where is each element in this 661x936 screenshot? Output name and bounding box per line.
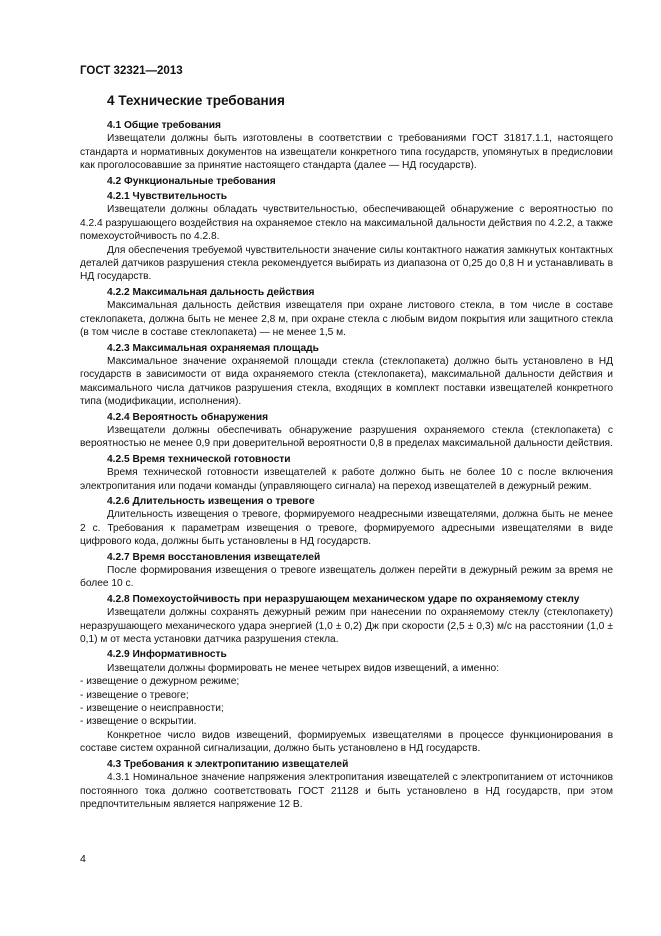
subsection-heading: 4.2 Функциональные требования	[107, 175, 276, 187]
paragraph: Максимальная дальность действия извещателя при охране листового стекла, в том числе в составе стеклопакета, должна быть не менее 2,8 м, при охране стекла с любым видом покрытия или защитного стекла (в том числе в составе стеклопакета) — не менее 1,5 м.	[80, 300, 613, 339]
subsection-heading: 4.2.5 Время технической готовности	[107, 453, 291, 465]
list-item: - извещение о дежурном режиме;	[80, 675, 613, 688]
paragraph: Извещатели должны обладать чувствительностью, обеспечивающей обнаружение с вероятностью по 4.2.4 разрушающего воздействия на охраняемое стекло на максимальной дальности действия по 4.2.2, а также помехоустойчивость по 4.2.8.	[80, 204, 613, 243]
paragraph: Время технической готовности извещателей к работе должно быть не более 10 с после включения электропитания или подачи команды (управляющего сигнала) на переход извещателей в дежурный режим.	[80, 467, 613, 492]
paragraph: После формирования извещения о тревоге извещатель должен перейти в дежурный режим за время не более 10 с.	[80, 565, 613, 590]
subsection-heading: 4.2.8 Помехоустойчивость при неразрушающем механическом ударе по охраняемому стеклу	[107, 593, 580, 605]
subsection-heading: 4.2.3 Максимальная охраняемая площадь	[107, 342, 319, 354]
subsection-heading: 4.2.1 Чувствительность	[107, 191, 228, 203]
paragraph: Извещатели должны сохранять дежурный режим при нанесении по охраняемому стеклу (стеклопакету) неразрушающего механического удара энергией (1,0 ± 0,2) Дж при скорости (2,5 ± 0,3) м/с на расстоянии (1,0 ± 0,1) м от места установки датчика разрушения стекла.	[80, 607, 613, 646]
paragraph: Извещатели должны обеспечивать обнаружение разрушения охраняемого стекла (стеклопакета) с вероятностью не менее 0,9 при доверительной вероятности 0,8 в пределах максимальной дальности действия.	[80, 424, 613, 450]
page-number: 4	[80, 853, 86, 865]
paragraph: Для обеспечения требуемой чувствительности значение силы контактного нажатия замкнутых контактных деталей датчиков разрушения стекла рекомендуется выбирать из диапазона от 0,25 до 0,8 Н и устанавливать в НД государств.	[80, 244, 613, 283]
paragraph: Извещатели должны формировать не менее четырех видов извещений, а именно:	[107, 662, 500, 674]
paragraph: Максимальное значение охраняемой площади стекла (стеклопакета) должно быть установлено в НД государств в зависимости от вида охраняемого стекла (стеклопакета), максимальной дальности действия и максимального числа датчиков разрушения стекла, входящих в комплект поставки извещателей конкретного типа (модификации, исполнения).	[80, 355, 613, 408]
paragraph: Длительность извещения о тревоге, формируемого неадресными извещателями, должна быть не менее 2 с. Требования к параметрам извещения о тревоге, формируемого адресными извещателями в виде цифрового кода, должны быть установлены в НД государств.	[80, 509, 613, 548]
subsection-heading: 4.2.4 Вероятность обнаружения	[107, 411, 269, 423]
subsection-heading: 4.1 Общие требования	[107, 120, 221, 131]
list-item: - извещение о вскрытии.	[80, 715, 613, 728]
list-item: - извещение о неисправности;	[80, 702, 613, 715]
paragraph: Извещатели должны быть изготовлены в соответствии с требованиями ГОСТ 31817.1.1, настоящего стандарта и нормативных документов на извещатели конкретного типа государств, упомянутых в предисловии как проголосовавшие за принятие настоящего стандарта (далее — НД государств).	[80, 133, 613, 172]
subsection-heading: 4.2.2 Максимальная дальность действия	[107, 286, 315, 298]
subsection-heading: 4.2.6 Длительность извещения о тревоге	[107, 495, 315, 507]
paragraph: 4.3.1 Номинальное значение напряжения электропитания извещателей с электропитанием от источников постоянного тока должно соответствовать ГОСТ 21128 и быть установлено в НД государств, при этом предпочтительным является напряжение 12 В.	[80, 772, 613, 810]
list-item: - извещение о тревоге;	[80, 689, 613, 702]
subsection-heading: 4.2.9 Информативность	[107, 649, 227, 661]
subsection-heading: 4.2.7 Время восстановления извещателей	[107, 551, 321, 563]
document-header: ГОСТ 32321—2013	[80, 65, 183, 77]
section-title: 4 Технические требования	[107, 93, 285, 108]
document-body	[80, 119, 613, 811]
subsection-heading: 4.3 Требования к электропитанию извещателей	[107, 758, 349, 770]
paragraph: Конкретное число видов извещений, формируемых извещателями в процессе функционирования в составе систем охранной сигнализации, должно быть установлено в НД государств.	[80, 729, 613, 755]
